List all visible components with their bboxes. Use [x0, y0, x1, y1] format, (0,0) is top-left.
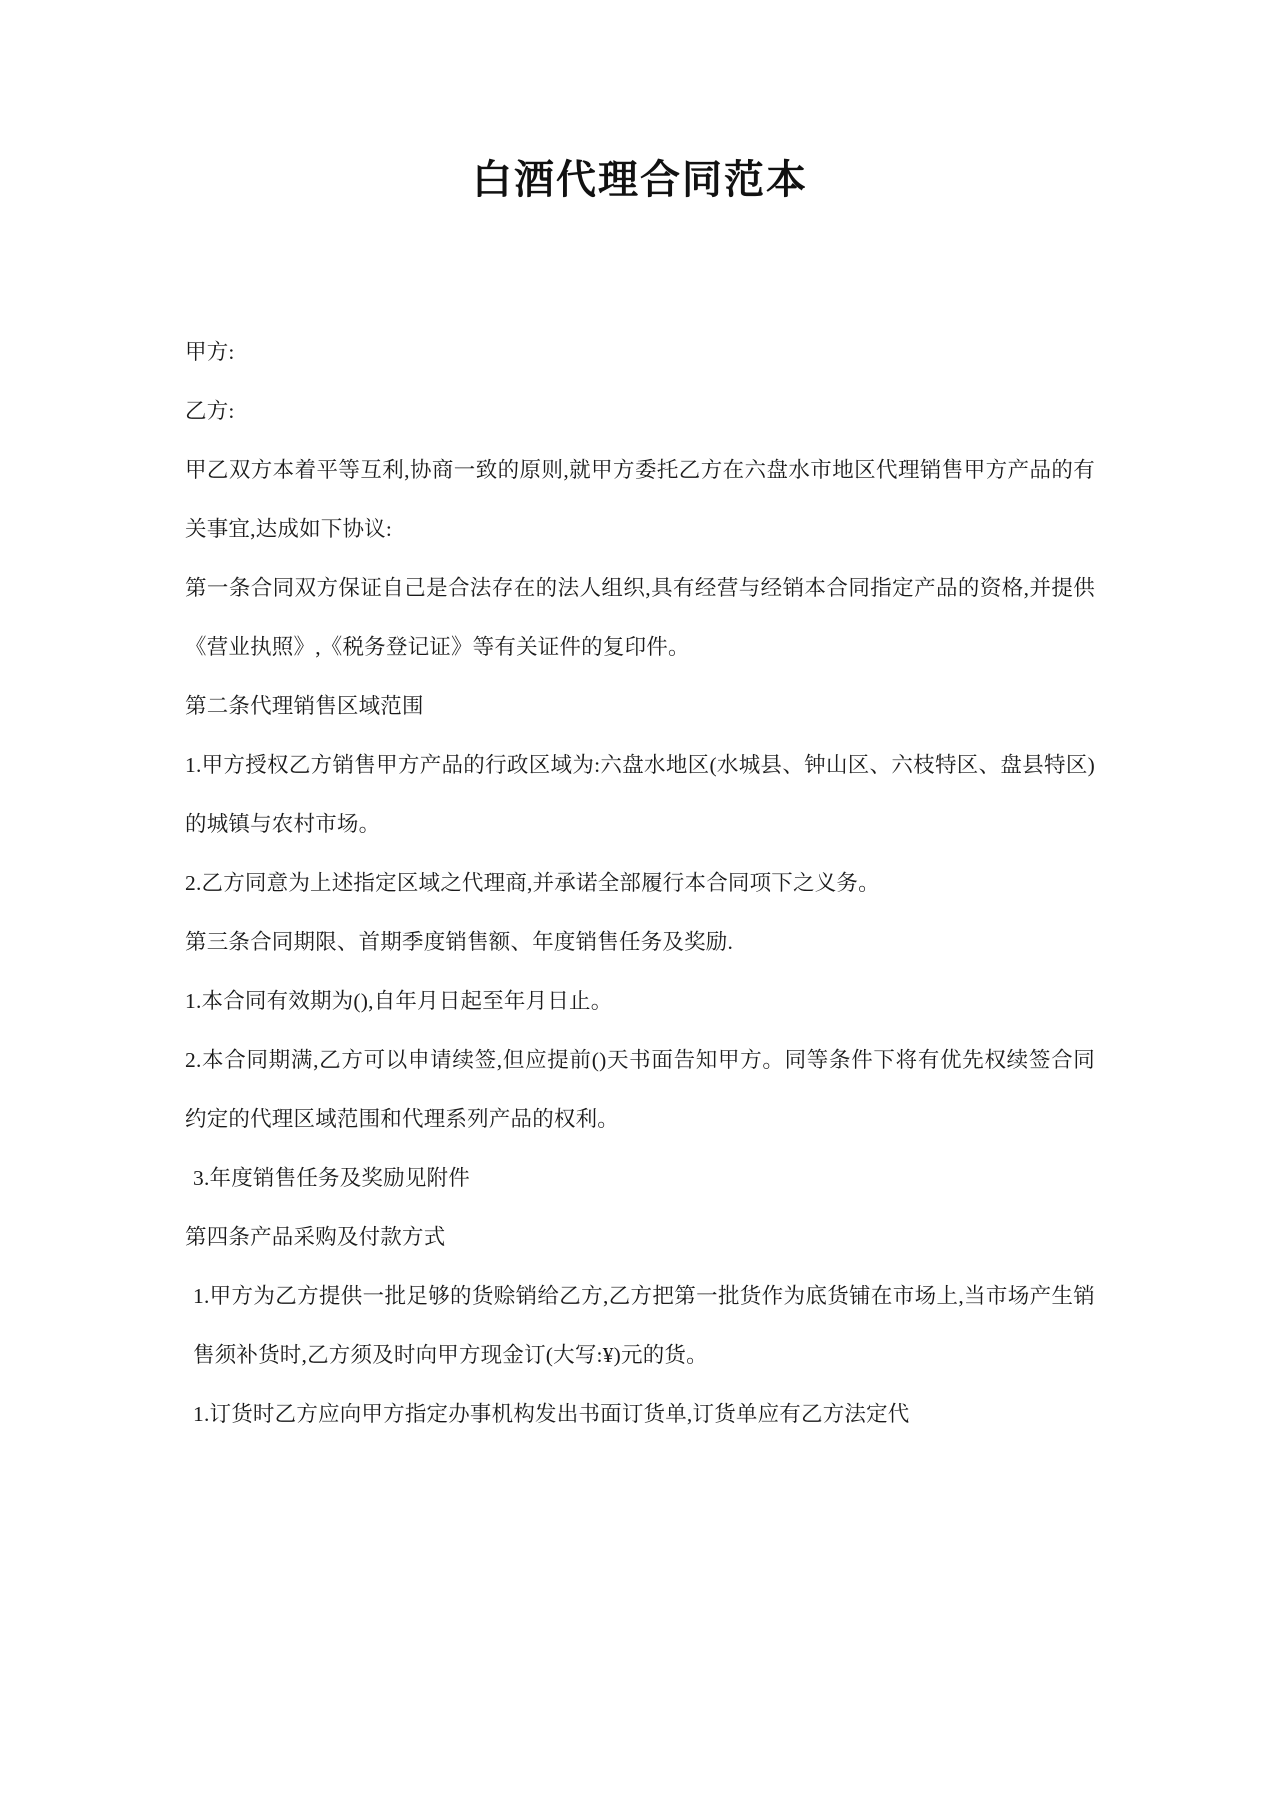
paragraph-14: 1.订货时乙方应向甲方指定办事机构发出书面订货单,订货单应有乙方法定代 [193, 1402, 910, 1426]
paragraph-11: 3.年度销售任务及奖励见附件 [193, 1166, 470, 1190]
paragraph-1: 甲方: [185, 340, 235, 364]
document-body [185, 205, 1095, 1444]
page-title: 白酒代理合同范本 [472, 156, 808, 203]
paragraph-10: 2.本合同期满,乙方可以申请续签,但应提前()天书面告知甲方。同等条件下将有优先权续签合同约定的代理区域范围和代理系列产品的权利。 [185, 1048, 1095, 1131]
paragraph-5: 第二条代理销售区域范围 [185, 694, 424, 718]
paragraph-2: 乙方: [185, 399, 235, 423]
paragraph-12: 第四条产品采购及付款方式 [185, 1225, 446, 1249]
paragraph-9: 1.本合同有效期为(),自年月日起至年月日止。 [185, 989, 613, 1013]
paragraph-8: 第三条合同期限、首期季度销售额、年度销售任务及奖励. [185, 930, 734, 954]
paragraph-4: 第一条合同双方保证自己是合法存在的法人组织,具有经营与经销本合同指定产品的资格,并提供《营业执照》,《税务登记证》等有关证件的复印件。 [185, 576, 1095, 659]
paragraph-7: 2.乙方同意为上述指定区域之代理商,并承诺全部履行本合同项下之义务。 [185, 871, 880, 895]
paragraph-13: 1.甲方为乙方提供一批足够的货赊销给乙方,乙方把第一批货作为底货铺在市场上,当市场产生销售须补货时,乙方须及时向甲方现金订(大写:¥)元的货。 [193, 1284, 1095, 1367]
paragraph-6: 1.甲方授权乙方销售甲方产品的行政区域为:六盘水地区(水城县、钟山区、六枝特区、盘县特区)的城镇与农村市场。 [185, 753, 1095, 836]
paragraph-3: 甲乙双方本着平等互利,协商一致的原则,就甲方委托乙方在六盘水市地区代理销售甲方产品的有关事宜,达成如下协议: [185, 458, 1095, 541]
